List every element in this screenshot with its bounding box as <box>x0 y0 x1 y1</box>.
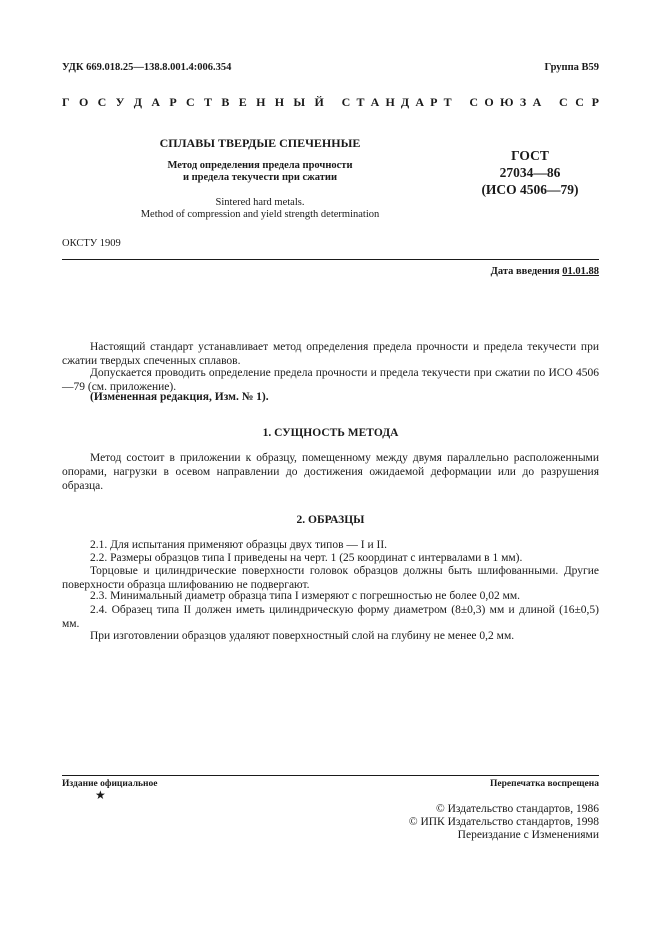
clause-2-4: 2.4. Образец типа II должен иметь цилиндрическую форму диаметром (8±0,3) мм и длиной (16±0,5) мм. <box>62 604 599 631</box>
star-icon: ★ <box>95 788 106 802</box>
intro-date-value: 01.01.88 <box>562 266 599 277</box>
copyright-1998: © ИПК Издательство стандартов, 1998 <box>408 816 599 828</box>
group-code: Группа В59 <box>544 62 599 73</box>
banner-word-standart: С Т А Н Д А Р Т <box>341 95 452 109</box>
gost-label: ГОСТ <box>511 148 549 163</box>
clause-2-2-note: Торцовые и цилиндрические поверхности головок образцов должны быть шлифованными. Другие поверхности образца шлифованию не подвергают. <box>62 565 599 592</box>
method-subtitle-line1: Метод определения предела прочности <box>167 160 353 171</box>
intro-date-label: Дата введения <box>490 266 560 277</box>
document-title: СПЛАВЫ ТВЕРДЫЕ СПЕЧЕННЫЕ <box>159 136 361 150</box>
amendment-note: (Измененная редакция, Изм. № 1). <box>90 391 269 403</box>
english-title-line2: Method of compression and yield strength determination <box>140 209 380 220</box>
state-standard-banner <box>62 95 599 110</box>
intro-date <box>491 266 599 277</box>
section-2-heading: 2. ОБРАЗЦЫ <box>296 514 365 526</box>
banner-word-gosudarstvenny: Г О С У Д А Р С Т В Е Н Н Ы Й <box>62 95 324 109</box>
gost-number: 27034—86 <box>499 165 561 180</box>
section-1-paragraph: Метод состоит в приложении к образцу, помещенному между двумя параллельно расположенными опорами, нагрузки в осевом направлении до достижения ожидаемой деформации или до разрушения образца. <box>62 452 599 493</box>
reprint-prohibited-label: Перепечатка воспрещена <box>489 779 599 789</box>
official-edition-label: Издание официальное <box>62 779 158 789</box>
reissue-note: Переиздание с Изменениями <box>457 829 599 841</box>
english-title-line1: Sintered hard metals. <box>215 197 305 208</box>
method-subtitle-line2: и предела текучести при сжатии <box>182 172 338 183</box>
intro-paragraph-1: Настоящий стандарт устанавливает метод определения предела прочности и предела текучести при сжатии твердых спеченных сплавов. <box>62 341 599 368</box>
copyright-1986: © Издательство стандартов, 1986 <box>435 803 599 815</box>
header-divider <box>62 259 599 260</box>
surface-layer-note: При изготовлении образцов удаляют поверхностный слой на глубину не менее 0,2 мм. <box>90 630 515 642</box>
banner-word-ssr: С С Р <box>558 95 599 109</box>
clause-2-1: 2.1. Для испытания применяют образцы двух типов — I и II. <box>90 539 388 551</box>
footer-divider <box>62 775 599 776</box>
intro-paragraph-2: Допускается проводить определение предела прочности и предела текучести при сжатии по ИСО 4506—79 (см. приложение). <box>62 367 599 394</box>
banner-word-soyuza: С О Ю З А <box>469 95 542 109</box>
section-1-heading: 1. СУЩНОСТЬ МЕТОДА <box>262 427 399 439</box>
okstu-code: ОКСТУ 1909 <box>62 238 121 249</box>
udk-code: УДК 669.018.25—138.8.001.4:006.354 <box>62 62 232 73</box>
iso-number: (ИСО 4506—79) <box>481 182 579 197</box>
clause-2-2: 2.2. Размеры образцов типа I приведены на черт. 1 (25 координат с интервалами в 1 мм). <box>90 552 523 564</box>
clause-2-3: 2.3. Минимальный диаметр образца типа I измеряют с погрешностью не более 0,02 мм. <box>90 590 521 602</box>
